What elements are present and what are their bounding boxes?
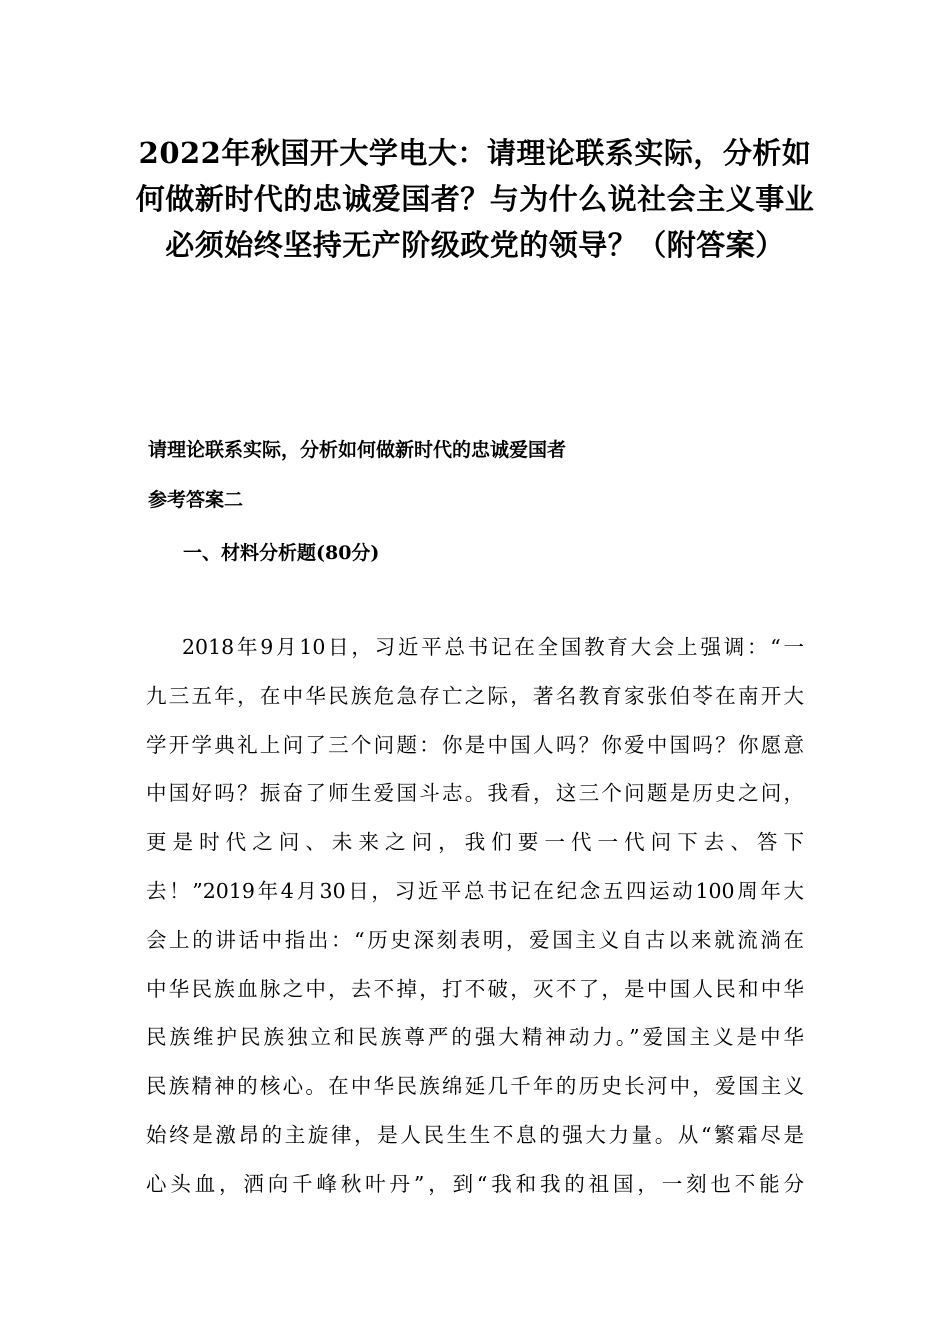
body-line: 更是时代之问、未来之问，我们要一代一代问下去、答下 [146,830,804,855]
answer-label: 参考答案二 [148,489,244,511]
body-line: 中华民族血脉之中，去不掉，打不破，灭不了，是中国人民和中华 [146,976,804,1001]
body-line: 去！”2019年4月30日，习近平总书记在纪念五四运动100周年大 [146,878,804,903]
body-line: 学开学典礼上问了三个问题：你是中国人吗？你爱中国吗？你愿意 [146,732,804,757]
body-line: 会上的讲话中指出：“历史深刻表明，爱国主义自古以来就流淌在 [146,927,804,952]
document-title [130,130,820,268]
title-line-2: 何做新时代的忠诚爱国者？与为什么说社会主义事业 [135,182,815,216]
title-line-1: 2022年秋国开大学电大：请理论联系实际，分析如 [138,136,812,170]
body-line: 中国好吗？振奋了师生爱国斗志。我看，这三个问题是历史之问， [146,781,804,806]
body-line: 民族精神的核心。在中华民族绵延几千年的历史长河中，爱国主义 [146,1074,804,1099]
title-line-3: 必须始终坚持无产阶级政党的领导？（附答案） [165,228,785,262]
body-line: 心头血，洒向千峰秋叶丹”，到“我和我的祖国，一刻也不能分 [146,1171,804,1196]
body-line: 九三五年，在中华民族危急存亡之际，著名教育家张伯苓在南开大 [146,683,804,708]
body-line: 2018年9月10日，习近平总书记在全国教育大会上强调：“一 [182,635,804,659]
body-line: 始终是激昂的主旋律，是人民生生不息的强大力量。从“繁霜尽是 [146,1122,804,1147]
section-heading: 一、材料分析题(80分) [183,542,380,564]
body-line: 民族维护民族独立和民族尊严的强大精神动力。”爱国主义是中华 [146,1025,804,1050]
question-heading: 请理论联系实际，分析如何做新时代的忠诚爱国者 [148,439,567,461]
body-paragraph [146,632,804,1218]
